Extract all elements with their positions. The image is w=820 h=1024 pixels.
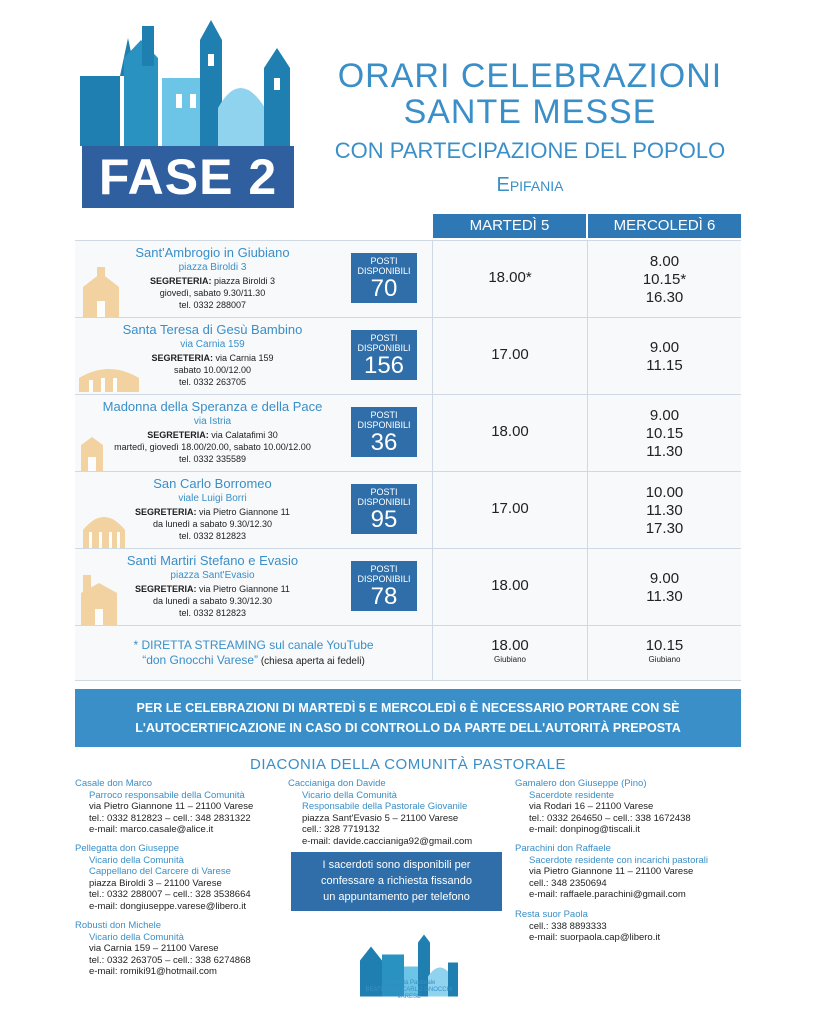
seats-count: 156 — [363, 352, 405, 379]
table-row — [75, 317, 741, 395]
wednesday-time: 9.00 — [649, 570, 680, 587]
secretariat-address: via Pietro Giannone 11 — [196, 584, 290, 594]
diaconia-title: DIACONIA DELLA COMUNITÀ PASTORALE — [249, 756, 567, 773]
wednesday-time: 16.30 — [645, 289, 684, 306]
wednesday-time: 11.15 — [646, 357, 683, 374]
secretariat-phone: tel. 0332 288007 — [178, 300, 247, 310]
church-name: Santa Teresa di Gesù Bambino — [122, 322, 303, 337]
tuesday-time: 18.00* — [488, 269, 532, 286]
seats-count: 36 — [370, 429, 398, 456]
available-seats-box — [351, 253, 417, 303]
page-subtitle: CON PARTECIPAZIONE DEL POPOLO — [334, 138, 726, 163]
contact-card — [288, 778, 472, 847]
contact-phone: cell.: 338 8893333 — [529, 920, 607, 932]
footer-logo-label — [345, 980, 473, 1001]
secretariat-phone: tel. 0332 263705 — [178, 377, 247, 387]
wednesday-time: 10.00 — [645, 484, 684, 501]
seats-label: POSTI — [370, 564, 398, 574]
contact-phone: tel.: 0332 263705 – cell.: 338 6274868 — [89, 954, 251, 966]
contact-role: Cappellano del Carcere di Varese — [89, 866, 231, 877]
wednesday-time: 11.30 — [646, 502, 683, 519]
fase-badge: FASE 2 — [82, 146, 294, 208]
contact-name: Casale don Marco — [75, 778, 153, 789]
streaming-wednesday-place: Giubiano — [648, 655, 681, 664]
church-address: piazza Biroldi 3 — [178, 262, 247, 273]
tuesday-time: 18.00 — [491, 577, 529, 594]
streaming-note: * DIRETTA STREAMING sul canale YouTube — [133, 638, 374, 652]
contact-role: Responsabile della Pastorale Giovanile — [302, 801, 468, 812]
streaming-tuesday-time: 18.00 — [491, 637, 529, 654]
available-seats-box — [351, 407, 417, 457]
wednesday-time: 9.00 — [649, 407, 680, 424]
available-seats-box — [351, 330, 417, 380]
contact-email: e-mail: dongiuseppe.varese@libero.it — [89, 900, 246, 912]
confession-line: confessare a richiesta fissando — [320, 875, 473, 887]
contact-email: e-mail: suorpaola.cap@libero.it — [529, 932, 661, 943]
contact-card — [75, 920, 251, 978]
seats-label-2: DISPONIBILI — [357, 343, 411, 353]
contact-address: via Rodari 16 – 21100 Varese — [529, 801, 654, 812]
notice-line: L'AUTOCERTIFICAZIONE IN CASO DI CONTROLLO DA PARTE DELL'AUTORITÀ PREPOSTA — [135, 721, 681, 735]
church-name: Santi Martiri Stefano e Evasio — [126, 553, 299, 568]
secretariat-address: via Carnia 159 — [212, 353, 274, 363]
seats-count: 95 — [370, 506, 398, 533]
seats-count: 70 — [370, 275, 398, 302]
table-row — [75, 471, 741, 549]
church-name: San Carlo Borromeo — [153, 476, 272, 491]
church-address: piazza Sant'Evasio — [170, 570, 255, 581]
table-row — [75, 394, 741, 472]
contact-card — [515, 778, 691, 836]
secretariat-hours: giovedì, sabato 9.30/11.30 — [159, 288, 266, 298]
contact-email: e-mail: donpinog@tiscali.it — [529, 824, 641, 835]
streaming-row — [75, 625, 741, 681]
contact-address: piazza Biroldi 3 – 21100 Varese — [89, 877, 222, 889]
tuesday-time: 17.00 — [491, 500, 529, 517]
contact-phone: cell.: 348 2350694 — [529, 877, 607, 889]
contact-role: Parroco responsabile della Comunità — [89, 789, 245, 801]
wednesday-time: 10.15 — [645, 425, 684, 442]
notice-line: PER LE CELEBRAZIONI DI MARTEDÌ 5 E MERCOLEDÌ 6 È NECESSARIO PORTARE CON SÈ — [136, 701, 680, 715]
streaming-tuesday-place: Giubiano — [493, 655, 527, 664]
contact-card — [75, 778, 253, 836]
secretariat-label: SEGRETERIA: — [135, 584, 197, 594]
contact-name: Robusti don Michele — [75, 920, 162, 931]
seats-label-2: DISPONIBILI — [357, 266, 411, 276]
secretariat-hours: sabato 10.00/12.00 — [173, 365, 252, 375]
secretariat-hours: martedì, giovedì 18.00/20.00, sabato 10.00/12.00 — [114, 442, 311, 452]
table-row — [75, 240, 741, 318]
confession-notice — [291, 852, 502, 911]
contact-address: via Pietro Giannone 11 – 21100 Varese — [89, 801, 254, 812]
confession-line: I sacerdoti sono disponibili per — [322, 859, 471, 871]
wednesday-time: 10.15* — [642, 271, 687, 288]
church-address: via Carnia 159 — [180, 339, 245, 350]
youtube-channel-name: “don Gnocchi Varese” — [142, 653, 259, 667]
contact-name: Parachini don Raffaele — [515, 843, 611, 854]
secretariat-hours: da lunedì a sabato 9.30/12.30 — [152, 596, 273, 606]
wednesday-time: 9.00 — [649, 339, 680, 356]
column-header-tuesday: MARTEDÌ 5 — [433, 214, 586, 238]
contact-card — [515, 843, 708, 901]
occasion-label: Epifania — [496, 174, 564, 196]
secretariat-label: SEGRETERIA: — [147, 430, 209, 440]
wednesday-time: 8.00 — [649, 253, 680, 270]
contact-phone: tel.: 0332 264650 – cell.: 338 1672438 — [529, 812, 691, 824]
footer-logo-line: BEATO DON CARLO GNOCCHI — [365, 987, 453, 993]
wednesday-time: 11.30 — [646, 443, 683, 460]
notice-banner — [75, 689, 741, 747]
secretariat-label: SEGRETERIA: — [149, 276, 212, 286]
page-title-line2: SANTE MESSE — [403, 93, 657, 131]
contact-email: e-mail: davide.caccianiga92@gmail.com — [302, 835, 473, 847]
secretariat-address: via Calatafimi 30 — [208, 430, 278, 440]
secretariat-hours: da lunedì a sabato 9.30/12.30 — [152, 519, 273, 529]
church-name: Madonna della Speranza e della Pace — [102, 399, 323, 414]
contact-email: e-mail: marco.casale@alice.it — [89, 824, 214, 835]
available-seats-box — [351, 484, 417, 534]
seats-label-2: DISPONIBILI — [357, 574, 411, 584]
contact-address: via Pietro Giannone 11 – 21100 Varese — [529, 866, 694, 877]
wednesday-time: 11.30 — [646, 588, 683, 605]
contact-role: Vicario della Comunità — [89, 931, 184, 943]
contact-name: Caccianiga don Davide — [288, 778, 386, 789]
contact-name: Resta suor Paola — [515, 909, 588, 920]
page-title: ORARI CELEBRAZIONI — [337, 57, 723, 95]
tuesday-time: 18.00 — [491, 423, 529, 440]
contact-phone: cell.: 328 7719132 — [302, 824, 380, 835]
church-name: Sant'Ambrogio in Giubiano — [135, 245, 290, 260]
footer-logo-line: Comunità Pastorale — [382, 980, 436, 986]
streaming-wednesday-time: 10.15 — [645, 637, 684, 654]
contact-address: via Carnia 159 – 21100 Varese — [89, 943, 219, 954]
contact-address: piazza Sant'Evasio 5 – 21100 Varese — [302, 812, 459, 824]
contact-name: Gamalero don Giuseppe (Pino) — [515, 778, 647, 789]
table-row — [75, 548, 741, 626]
secretariat-phone: tel. 0332 335589 — [178, 454, 247, 464]
seats-label: POSTI — [370, 487, 398, 497]
streaming-note-extra: (chiesa aperta ai fedeli) — [258, 656, 365, 667]
seats-label: POSTI — [370, 256, 398, 266]
secretariat-label: SEGRETERIA: — [151, 353, 213, 363]
contact-role: Sacerdote residente con incarichi pastorali — [529, 854, 709, 866]
seats-label: POSTI — [370, 333, 398, 343]
secretariat-address: via Pietro Giannone 11 — [196, 507, 290, 517]
church-address: viale Luigi Borri — [178, 493, 247, 504]
contact-role: Sacerdote residente — [529, 789, 615, 801]
wednesday-time: 17.30 — [645, 520, 684, 537]
tuesday-time: 17.00 — [491, 346, 529, 363]
contact-role: Vicario della Comunità — [302, 789, 397, 801]
seats-label-2: DISPONIBILI — [357, 420, 411, 430]
seats-count: 78 — [370, 583, 398, 610]
seats-label-2: DISPONIBILI — [357, 497, 411, 507]
secretariat-phone: tel. 0332 812823 — [178, 608, 247, 618]
confession-line: un appuntamento per telefono — [323, 891, 470, 903]
secretariat-phone: tel. 0332 812823 — [178, 531, 247, 541]
contact-phone: tel.: 0332 812823 – cell.: 348 2831322 — [89, 812, 251, 824]
contact-card — [515, 909, 660, 944]
contact-phone: tel.: 0332 288007 – cell.: 328 3538664 — [89, 889, 251, 900]
contact-role: Vicario della Comunità — [89, 854, 184, 866]
seats-label: POSTI — [370, 410, 398, 420]
column-header-wednesday: MERCOLEDÌ 6 — [588, 214, 741, 238]
footer-logo-line: VARESE — [397, 994, 421, 1000]
contact-email: e-mail: raffaele.parachini@gmail.com — [529, 889, 686, 900]
contact-name: Pellegatta don Giuseppe — [75, 843, 180, 854]
secretariat-address: piazza Biroldi 3 — [211, 276, 276, 286]
contact-email: e-mail: romiki91@hotmail.com — [89, 966, 217, 977]
available-seats-box — [351, 561, 417, 611]
secretariat-label: SEGRETERIA: — [135, 507, 197, 517]
church-address: via Istria — [193, 416, 232, 427]
contact-card — [75, 843, 251, 912]
